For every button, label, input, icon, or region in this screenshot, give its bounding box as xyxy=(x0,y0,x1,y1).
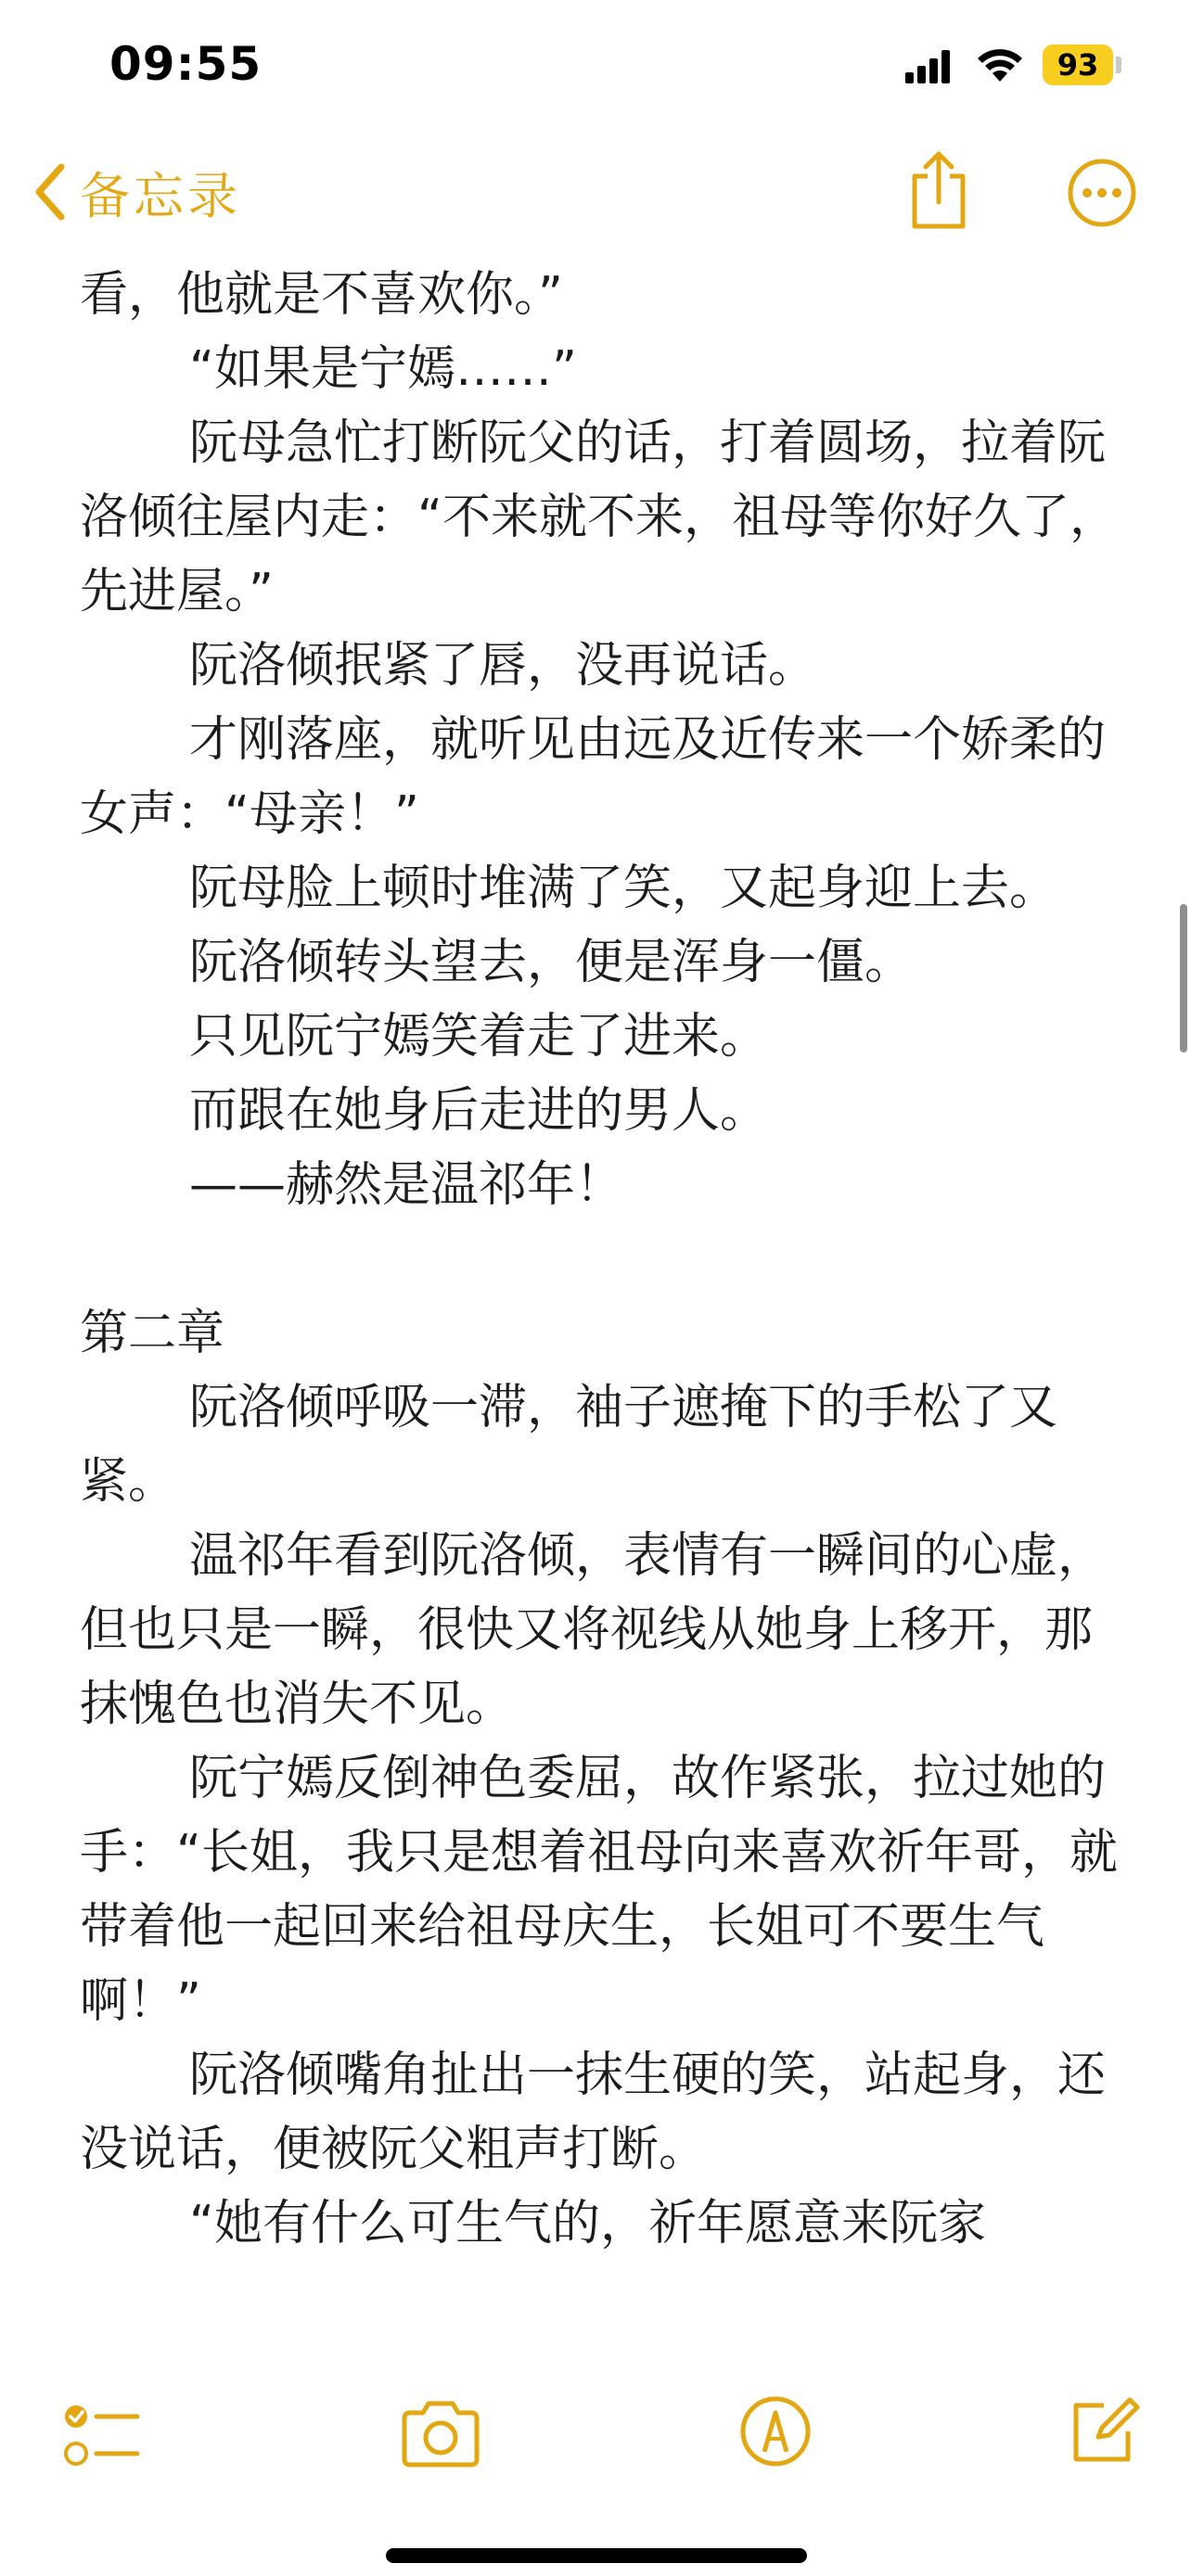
bottom-toolbar xyxy=(0,2355,1191,2576)
note-paragraph: 阮洛倾转头望去，便是浑身一僵。 xyxy=(189,935,914,990)
cellular-signal-icon xyxy=(905,50,952,83)
note-paragraph: 只见阮宁嫣笑着走了进来。 xyxy=(189,1009,769,1065)
note-paragraph: 阮母急忙打断阮父的话，打着圆场，拉着阮洛倾往屋内走：“不来就不来，祖母等你好久了，先进屋。” xyxy=(80,415,1118,619)
share-icon[interactable] xyxy=(905,148,972,232)
battery-cap-icon xyxy=(1116,57,1121,73)
status-time: 09:55 xyxy=(109,37,263,91)
chapter-heading: 第二章 xyxy=(80,1306,225,1361)
note-paragraph: “如果是宁嫣……” xyxy=(189,341,577,397)
wifi-icon xyxy=(976,46,1024,83)
note-paragraph: ——赫然是温祁年！ xyxy=(189,1157,624,1213)
chevron-left-icon xyxy=(32,161,67,223)
navigation-bar xyxy=(0,139,1191,250)
note-paragraph: 而跟在她身后走进的男人。 xyxy=(189,1083,769,1139)
ellipsis-circle-icon[interactable] xyxy=(1067,158,1137,228)
home-indicator[interactable] xyxy=(386,2548,807,2563)
note-paragraph: 温祁年看到阮洛倾，表情有一瞬间的心虚，但也只是一瞬，很快又将视线从她身上移开，那抹愧色也消失不见。 xyxy=(80,1528,1107,1732)
blank-line xyxy=(80,1222,1119,1296)
note-paragraph: 看，他就是不喜欢你。” xyxy=(80,267,563,323)
camera-icon[interactable] xyxy=(399,2398,482,2468)
markup-pen-icon[interactable] xyxy=(738,2394,813,2468)
status-bar xyxy=(0,0,1191,139)
note-paragraph: 阮洛倾嘴角扯出一抹生硬的笑，站起身，还没说话，便被阮父粗声打断。 xyxy=(80,2047,1107,2177)
scroll-indicator[interactable] xyxy=(1180,904,1187,1052)
battery-level: 93 xyxy=(1043,45,1113,85)
note-paragraph: “她有什么可生气的，祈年愿意来阮家 xyxy=(189,2196,986,2251)
back-button-label: 备忘录 xyxy=(80,166,241,225)
note-paragraph: 阮宁嫣反倒神色委屈，故作紧张，拉过她的手：“长姐，我只是想着祖母向来喜欢祈年哥，就带着他一起回来给祖母庆生，长姐可不要生气啊！” xyxy=(80,1751,1118,2029)
back-button[interactable] xyxy=(32,159,241,224)
compose-icon[interactable] xyxy=(1067,2392,1141,2468)
checklist-icon[interactable] xyxy=(61,2400,141,2472)
note-paragraph: 阮母脸上顿时堆满了笑，又起身迎上去。 xyxy=(189,861,1058,916)
note-paragraph: 阮洛倾呼吸一滞，袖子遮掩下的手松了又紧。 xyxy=(80,1380,1058,1510)
note-body[interactable] xyxy=(80,258,1119,2261)
note-paragraph: 才刚落座，就听见由远及近传来一个娇柔的女声：“母亲！” xyxy=(80,712,1107,842)
note-paragraph: 阮洛倾抿紧了唇，没再说话。 xyxy=(189,638,817,694)
